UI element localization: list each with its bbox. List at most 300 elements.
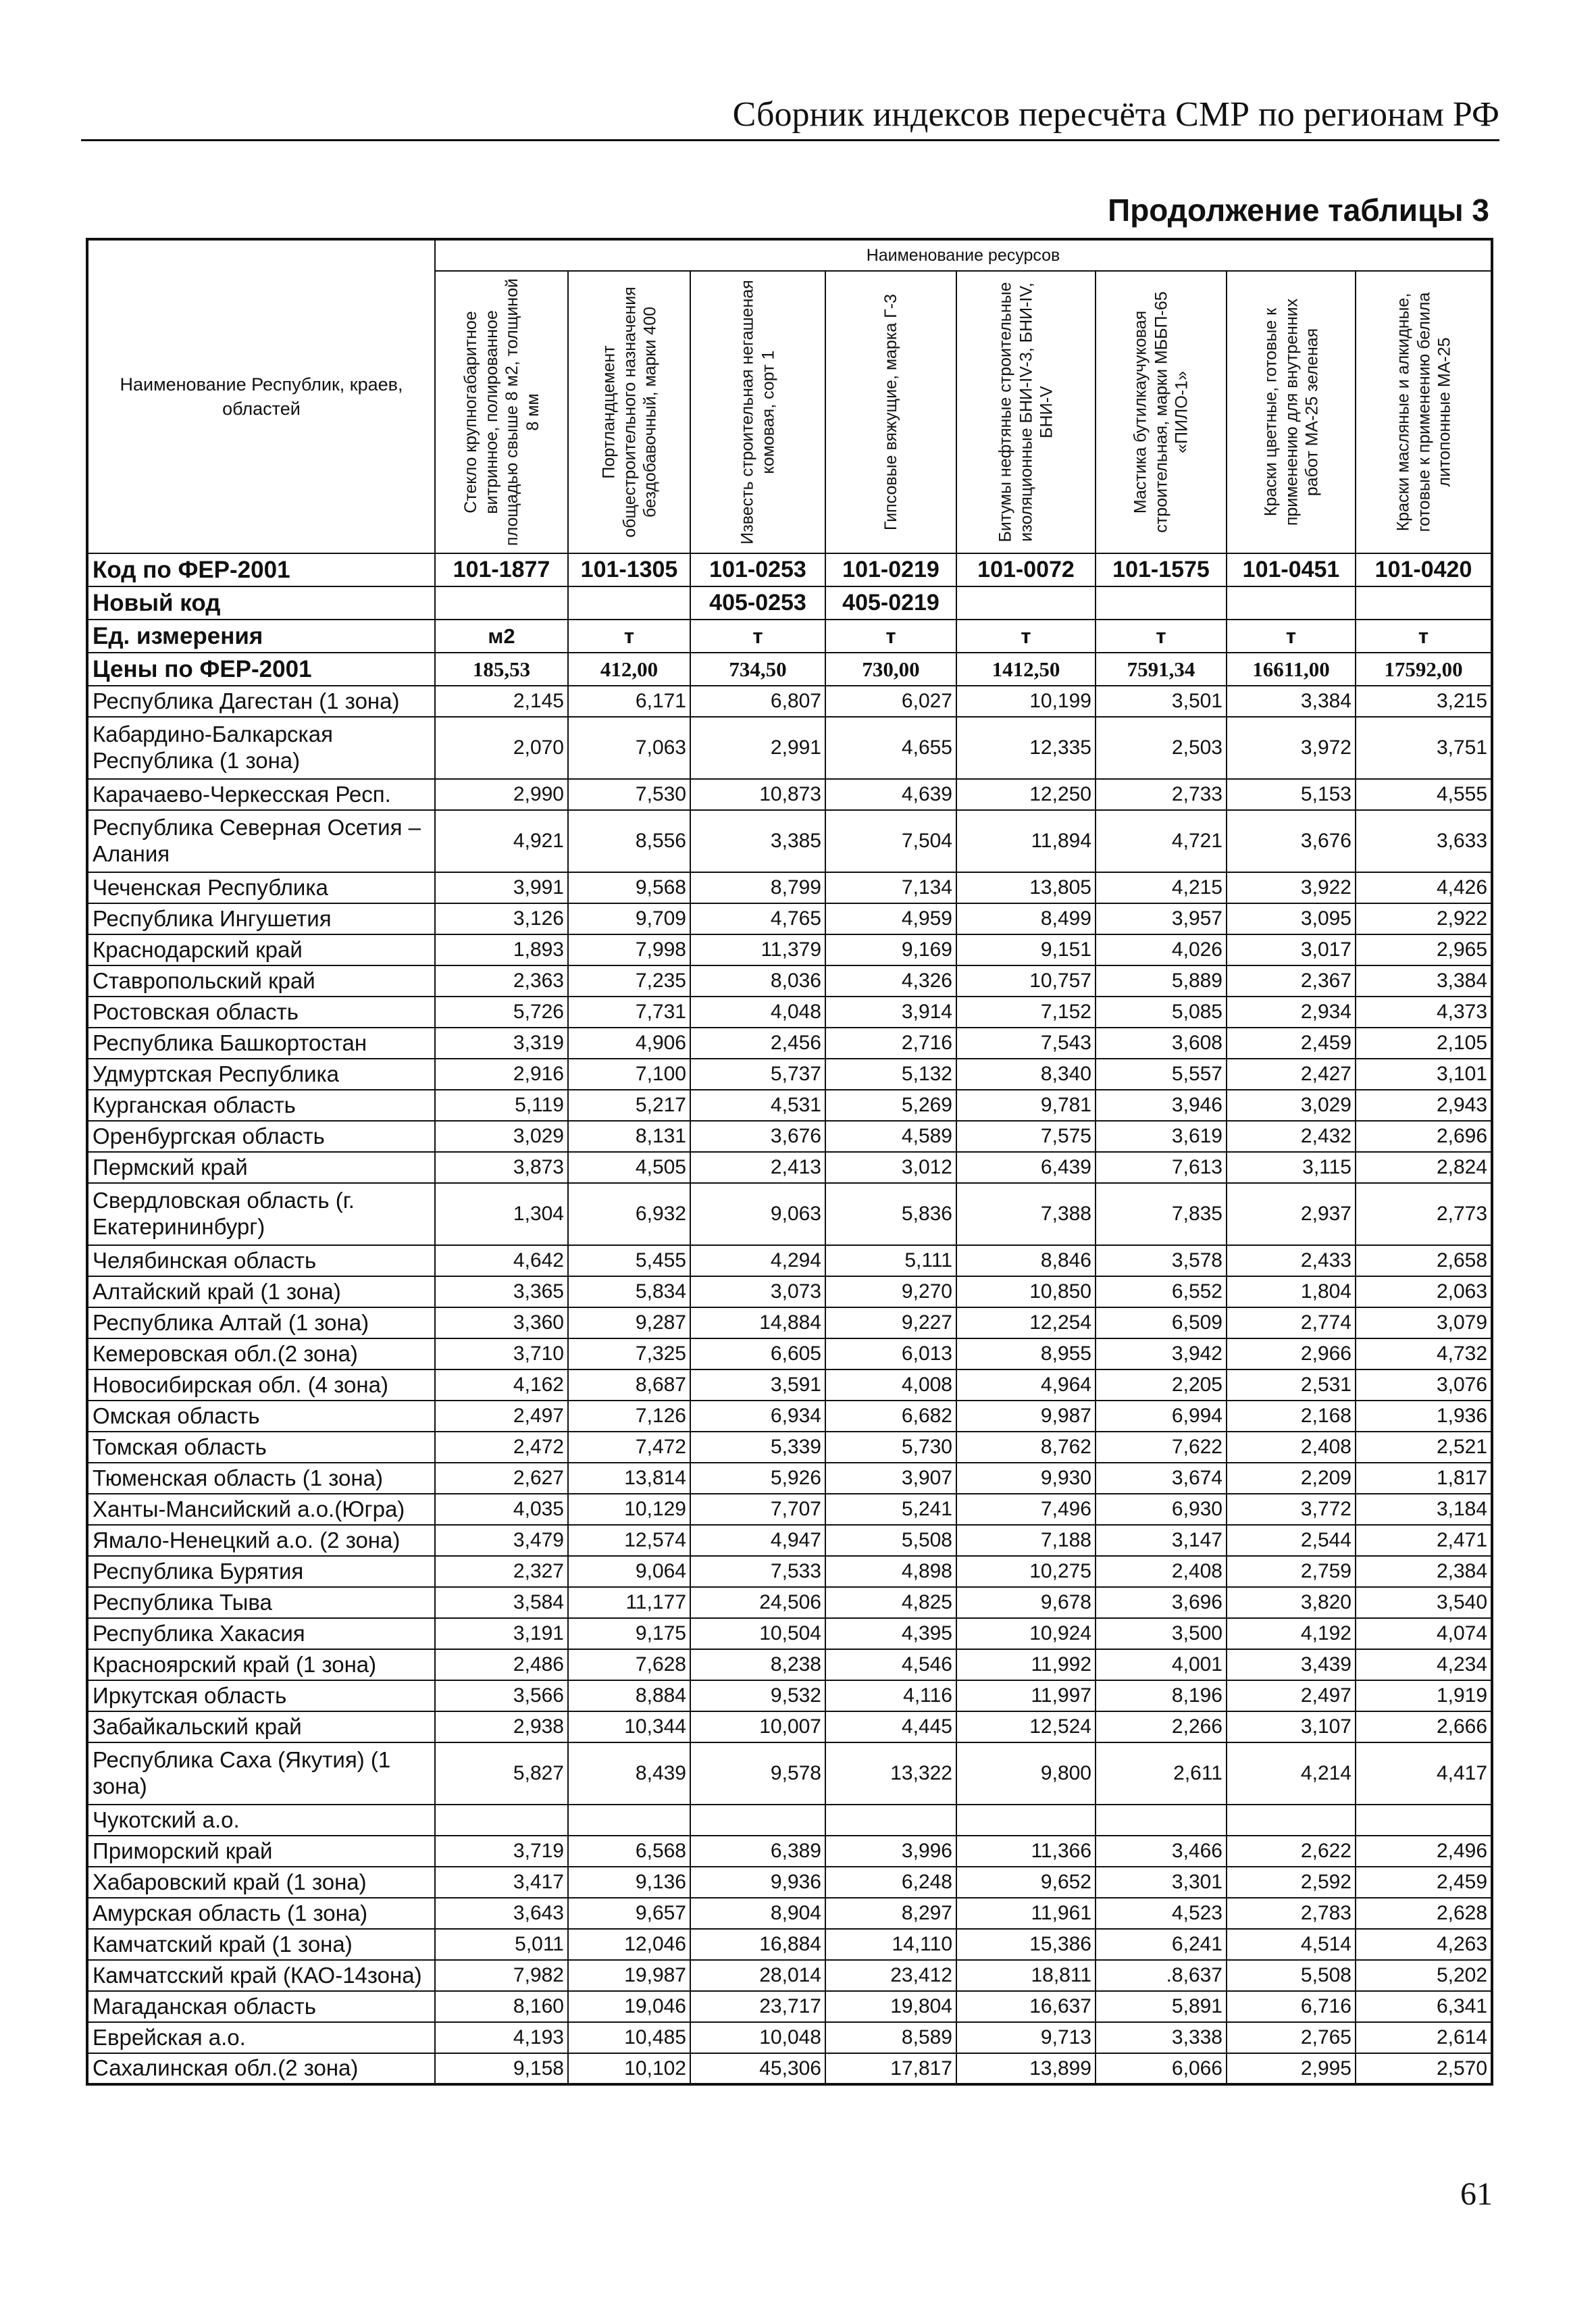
index-value: 6,568: [568, 1836, 690, 1867]
table-row: [87, 1183, 1492, 1245]
index-value: 11,177: [568, 1587, 690, 1618]
index-value: 6,509: [1096, 1307, 1227, 1338]
index-value: 4,294: [690, 1245, 825, 1276]
new-code: [1096, 586, 1227, 620]
index-value: 5,508: [1227, 1960, 1356, 1991]
index-value: 4,008: [825, 1369, 956, 1401]
region-name: Новосибирская обл. (4 зона): [87, 1369, 435, 1401]
index-value: 9,709: [568, 903, 690, 934]
index-value: 9,151: [956, 934, 1096, 965]
index-value: 2,427: [1227, 1059, 1356, 1090]
index-value: 7,388: [956, 1183, 1096, 1245]
index-value: 2,521: [1356, 1432, 1492, 1463]
index-value: 10,485: [568, 2022, 690, 2053]
index-value: 2,105: [1356, 1028, 1492, 1059]
table-row: [87, 1059, 1492, 1090]
region-name: Удмуртская Республика: [87, 1059, 435, 1090]
index-value: 1,804: [1227, 1276, 1356, 1307]
index-value: 6,066: [1096, 2053, 1227, 2084]
index-value: 4,642: [435, 1245, 568, 1276]
resources-group-header: Наименование ресурсов: [435, 239, 1492, 271]
index-value: 9,713: [956, 2022, 1096, 2053]
index-value: 4,906: [568, 1028, 690, 1059]
index-value: 3,073: [690, 1276, 825, 1307]
table-row: [87, 997, 1492, 1028]
unit: т: [956, 620, 1096, 653]
index-value: 13,899: [956, 2053, 1096, 2084]
region-name: Магаданская область: [87, 1991, 435, 2022]
region-name: Республика Башкортостан: [87, 1028, 435, 1059]
index-value: 3,479: [435, 1525, 568, 1556]
resource-header: [1227, 271, 1356, 553]
index-value: 4,555: [1356, 779, 1492, 810]
index-value: 2,433: [1227, 1245, 1356, 1276]
index-value: 9,652: [956, 1867, 1096, 1898]
index-value: 3,946: [1096, 1090, 1227, 1121]
index-value: 2,773: [1356, 1183, 1492, 1245]
index-value: 9,936: [690, 1867, 825, 1898]
index-value: 9,136: [568, 1867, 690, 1898]
index-value: 7,575: [956, 1121, 1096, 1152]
region-name: Кемеровская обл.(2 зона): [87, 1338, 435, 1369]
index-value: 4,514: [1227, 1929, 1356, 1960]
index-value: 3,942: [1096, 1338, 1227, 1369]
table-row: [87, 2053, 1492, 2084]
index-value: 4,426: [1356, 872, 1492, 903]
new-code: [568, 586, 690, 620]
index-value: 3,608: [1096, 1028, 1227, 1059]
index-value: 19,987: [568, 1960, 690, 1991]
index-value: 23,717: [690, 1991, 825, 2022]
index-value: 4,263: [1356, 1929, 1492, 1960]
index-value: 2,266: [1096, 1711, 1227, 1742]
index-value: 2,991: [690, 717, 825, 779]
index-value: 6,439: [956, 1152, 1096, 1183]
index-value: 3,922: [1227, 872, 1356, 903]
index-value: 1,893: [435, 934, 568, 965]
index-value: 10,850: [956, 1276, 1096, 1307]
table-row: [87, 1401, 1492, 1432]
index-value: 4,639: [825, 779, 956, 810]
index-value: 4,947: [690, 1525, 825, 1556]
region-name: Курганская область: [87, 1090, 435, 1121]
index-value: 3,385: [690, 810, 825, 872]
index-value: 7,472: [568, 1432, 690, 1463]
index-value: 4,825: [825, 1587, 956, 1618]
table-row: [87, 1742, 1492, 1805]
index-value: 8,439: [568, 1742, 690, 1805]
index-value: 7,188: [956, 1525, 1096, 1556]
index-value: 10,102: [568, 2053, 690, 2084]
index-value: 4,074: [1356, 1618, 1492, 1649]
index-value: 5,730: [825, 1432, 956, 1463]
table-row: [87, 1836, 1492, 1867]
index-value: 7,982: [435, 1960, 568, 1991]
region-name: Приморский край: [87, 1836, 435, 1867]
fer-price: 412,00: [568, 653, 690, 686]
region-name: Оренбургская область: [87, 1121, 435, 1152]
index-value: 2,966: [1227, 1338, 1356, 1369]
index-value: 16,637: [956, 1991, 1096, 2022]
region-name: Тюменская область (1 зона): [87, 1463, 435, 1494]
index-value: 2,627: [435, 1463, 568, 1494]
index-value: 3,972: [1227, 717, 1356, 779]
index-value: 2,063: [1356, 1276, 1492, 1307]
table-row: [87, 1618, 1492, 1649]
resource-header: [690, 271, 825, 553]
index-value: 12,524: [956, 1711, 1096, 1742]
index-value: 2,471: [1356, 1525, 1492, 1556]
resource-header-text: Краски масляные и алкидные, готовые к применению белила литопонные МА-25: [1393, 292, 1453, 532]
index-value: 8,196: [1096, 1680, 1227, 1711]
table-row: [87, 1152, 1492, 1183]
unit: т: [1096, 620, 1227, 653]
index-value: 1,919: [1356, 1680, 1492, 1711]
index-value: 6,389: [690, 1836, 825, 1867]
index-value: 2,408: [1096, 1556, 1227, 1587]
index-value: 4,655: [825, 717, 956, 779]
index-value: 8,499: [956, 903, 1096, 934]
index-value: 7,622: [1096, 1432, 1227, 1463]
resource-header: [568, 271, 690, 553]
index-value: 9,227: [825, 1307, 956, 1338]
index-value: 4,373: [1356, 997, 1492, 1028]
index-value: 4,721: [1096, 810, 1227, 872]
index-value: 4,546: [825, 1649, 956, 1680]
unit: т: [825, 620, 956, 653]
table-caption: Продолжение таблицы 3: [1108, 193, 1489, 228]
index-value: 4,589: [825, 1121, 956, 1152]
index-value: 4,732: [1356, 1338, 1492, 1369]
index-value: 5,111: [825, 1245, 956, 1276]
index-value: 7,530: [568, 779, 690, 810]
index-value: .8,637: [1096, 1960, 1227, 1991]
index-value: 2,496: [1356, 1836, 1492, 1867]
index-value: 10,757: [956, 965, 1096, 997]
index-value: 9,987: [956, 1401, 1096, 1432]
page-header: Сборник индексов пересчёта СМР по регионам РФ: [732, 95, 1499, 134]
index-value: 3,633: [1356, 810, 1492, 872]
index-value: 3,215: [1356, 686, 1492, 717]
table-row: [87, 1463, 1492, 1494]
index-value: 3,584: [435, 1587, 568, 1618]
region-name: Республика Ингушетия: [87, 903, 435, 934]
index-value: 10,504: [690, 1618, 825, 1649]
index-value: 6,241: [1096, 1929, 1227, 1960]
unit: м2: [435, 620, 568, 653]
region-name: Пермский край: [87, 1152, 435, 1183]
index-value: 4,214: [1227, 1742, 1356, 1805]
index-value: 2,432: [1227, 1121, 1356, 1152]
index-value: 2,544: [1227, 1525, 1356, 1556]
index-value: 11,379: [690, 934, 825, 965]
table-row: [87, 1867, 1492, 1898]
index-value: 6,013: [825, 1338, 956, 1369]
index-value: 2,145: [435, 686, 568, 717]
index-value: 3,591: [690, 1369, 825, 1401]
index-value: 3,751: [1356, 717, 1492, 779]
table-row: [87, 1649, 1492, 1680]
index-value: 3,115: [1227, 1152, 1356, 1183]
new-code: [956, 586, 1096, 620]
index-value: 11,961: [956, 1898, 1096, 1929]
index-value: 2,592: [1227, 1867, 1356, 1898]
resource-header: [1096, 271, 1227, 553]
index-value: 4,215: [1096, 872, 1227, 903]
index-value: 2,622: [1227, 1836, 1356, 1867]
resource-header-text: Битумы нефтяные строительные изоляционные БНИ-IV-3, БНИ-IV, БНИ-V: [996, 282, 1056, 543]
index-value: 6,605: [690, 1338, 825, 1369]
index-value: 2,658: [1356, 1245, 1492, 1276]
index-value: 5,339: [690, 1432, 825, 1463]
index-value: 2,456: [690, 1028, 825, 1059]
resource-header-text: Известь строительная негашеная комовая, сорт 1: [738, 280, 777, 545]
index-value: 8,238: [690, 1649, 825, 1680]
table-row: [87, 1090, 1492, 1121]
index-value: 19,804: [825, 1991, 956, 2022]
region-name: Республика Хакасия: [87, 1618, 435, 1649]
resource-header-text: Стекло крупногабаритное витринное, полированное площадью свыше 8 м2, толщиной 8 мм: [461, 278, 542, 546]
region-name: Омская область: [87, 1401, 435, 1432]
index-value: 3,079: [1356, 1307, 1492, 1338]
index-value: 3,012: [825, 1152, 956, 1183]
index-value: 7,707: [690, 1494, 825, 1525]
index-value: 8,762: [956, 1432, 1096, 1463]
index-value: 8,589: [825, 2022, 956, 2053]
table-row: [87, 1991, 1492, 2022]
resource-index-table: [86, 238, 1493, 2086]
new-code: [435, 586, 568, 620]
fer-price: 185,53: [435, 653, 568, 686]
index-value: 2,459: [1356, 1867, 1492, 1898]
index-value: 2,497: [435, 1401, 568, 1432]
fer-code: 101-0072: [956, 553, 1096, 586]
index-value: 14,110: [825, 1929, 956, 1960]
new-code: [1356, 586, 1492, 620]
index-value: 5,891: [1096, 1991, 1227, 2022]
index-value: 7,152: [956, 997, 1096, 1028]
region-name: Челябинская область: [87, 1245, 435, 1276]
index-value: 6,552: [1096, 1276, 1227, 1307]
index-value: 5,508: [825, 1525, 956, 1556]
index-value: 8,160: [435, 1991, 568, 2022]
index-value: 7,533: [690, 1556, 825, 1587]
index-value: 4,026: [1096, 934, 1227, 965]
table-row: [87, 1587, 1492, 1618]
table-row: [87, 1680, 1492, 1711]
index-value: 4,395: [825, 1618, 956, 1649]
index-value: 3,338: [1096, 2022, 1227, 2053]
table-row: [87, 1121, 1492, 1152]
index-value: 3,029: [1227, 1090, 1356, 1121]
index-value: 3,095: [1227, 903, 1356, 934]
index-value: 3,017: [1227, 934, 1356, 965]
index-value: 5,269: [825, 1090, 956, 1121]
fer-code: 101-0253: [690, 553, 825, 586]
index-value: 6,934: [690, 1401, 825, 1432]
index-value: 1,936: [1356, 1401, 1492, 1432]
index-value: 9,169: [825, 934, 956, 965]
index-value: 2,327: [435, 1556, 568, 1587]
table-row: [87, 1369, 1492, 1401]
index-value: 3,643: [435, 1898, 568, 1929]
index-value: 12,254: [956, 1307, 1096, 1338]
index-value: 2,367: [1227, 965, 1356, 997]
index-value: 6,932: [568, 1183, 690, 1245]
index-value: 24,506: [690, 1587, 825, 1618]
table-row: [87, 1307, 1492, 1338]
index-value: 9,064: [568, 1556, 690, 1587]
fer-code: 101-1575: [1096, 553, 1227, 586]
table-row: [87, 1432, 1492, 1463]
index-value: 7,100: [568, 1059, 690, 1090]
index-value: 7,063: [568, 717, 690, 779]
index-value: 9,175: [568, 1618, 690, 1649]
region-name: Ставропольский край: [87, 965, 435, 997]
table-row: [87, 1028, 1492, 1059]
index-value: 5,455: [568, 1245, 690, 1276]
index-value: 8,556: [568, 810, 690, 872]
index-value: 2,937: [1227, 1183, 1356, 1245]
index-value: 3,384: [1356, 965, 1492, 997]
index-value: 3,076: [1356, 1369, 1492, 1401]
index-value: 11,997: [956, 1680, 1096, 1711]
index-value: 5,202: [1356, 1960, 1492, 1991]
index-value: 6,171: [568, 686, 690, 717]
index-value: 3,365: [435, 1276, 568, 1307]
new-code: 405-0253: [690, 586, 825, 620]
index-value: 28,014: [690, 1960, 825, 1991]
index-value: 3,676: [1227, 810, 1356, 872]
index-value: 12,250: [956, 779, 1096, 810]
table-row: [87, 1929, 1492, 1960]
index-value: 4,001: [1096, 1649, 1227, 1680]
resource-header: [956, 271, 1096, 553]
index-value: 3,126: [435, 903, 568, 934]
index-value: 3,696: [1096, 1587, 1227, 1618]
region-name: Карачаево-Черкесская Респ.: [87, 779, 435, 810]
index-value: 12,335: [956, 717, 1096, 779]
index-value: 5,132: [825, 1059, 956, 1090]
index-value: 5,119: [435, 1090, 568, 1121]
page-number: 61: [1460, 2176, 1493, 2212]
region-column-header: Наименование Республик, краев, областей: [87, 239, 435, 553]
index-value: 2,774: [1227, 1307, 1356, 1338]
fer-price: 1412,50: [956, 653, 1096, 686]
index-value: 7,613: [1096, 1152, 1227, 1183]
index-value: 5,836: [825, 1183, 956, 1245]
index-value: 4,959: [825, 903, 956, 934]
fer-code: 101-0420: [1356, 553, 1492, 586]
region-name: Красноярский край (1 зона): [87, 1649, 435, 1680]
index-value: 7,731: [568, 997, 690, 1028]
index-value: 4,192: [1227, 1618, 1356, 1649]
index-value: 4,193: [435, 2022, 568, 2053]
index-value: 3,719: [435, 1836, 568, 1867]
region-name: Республика Северная Осетия – Алания: [87, 810, 435, 872]
index-value: 2,209: [1227, 1463, 1356, 1494]
index-value: 18,811: [956, 1960, 1096, 1991]
index-value: 2,938: [435, 1711, 568, 1742]
table-row: [87, 1276, 1492, 1307]
index-value: 8,955: [956, 1338, 1096, 1369]
table-row: [87, 1245, 1492, 1276]
index-value: 9,930: [956, 1463, 1096, 1494]
region-name: Хабаровский край (1 зона): [87, 1867, 435, 1898]
table-row: [87, 1960, 1492, 1991]
unit: т: [568, 620, 690, 653]
index-value: 7,504: [825, 810, 956, 872]
index-value: 7,496: [956, 1494, 1096, 1525]
index-value: [956, 1805, 1096, 1836]
index-value: 8,846: [956, 1245, 1096, 1276]
index-value: 2,413: [690, 1152, 825, 1183]
index-value: 9,287: [568, 1307, 690, 1338]
table-row: [87, 1898, 1492, 1929]
table-row: [87, 872, 1492, 903]
index-value: 2,765: [1227, 2022, 1356, 2053]
region-name: Сахалинская обл.(2 зона): [87, 2053, 435, 2084]
fer-code: 101-0451: [1227, 553, 1356, 586]
index-value: 1,817: [1356, 1463, 1492, 1494]
table-row: [87, 1494, 1492, 1525]
index-value: 2,990: [435, 779, 568, 810]
index-value: 3,029: [435, 1121, 568, 1152]
region-name: Томская область: [87, 1432, 435, 1463]
index-value: 9,781: [956, 1090, 1096, 1121]
index-value: 7,628: [568, 1649, 690, 1680]
index-value: 3,540: [1356, 1587, 1492, 1618]
index-value: 11,894: [956, 810, 1096, 872]
resource-header-text: Портландцемент общестроительного назначения бездобавочный, марки 400: [598, 286, 659, 538]
index-value: 2,783: [1227, 1898, 1356, 1929]
index-value: 3,873: [435, 1152, 568, 1183]
index-value: 13,814: [568, 1463, 690, 1494]
index-value: 6,027: [825, 686, 956, 717]
index-value: 4,531: [690, 1090, 825, 1121]
index-value: 3,772: [1227, 1494, 1356, 1525]
index-value: 13,805: [956, 872, 1096, 903]
index-value: 19,046: [568, 1991, 690, 2022]
table-row: [87, 1525, 1492, 1556]
new-code: [1227, 586, 1356, 620]
index-value: 14,884: [690, 1307, 825, 1338]
index-value: 8,884: [568, 1680, 690, 1711]
index-value: 4,116: [825, 1680, 956, 1711]
index-value: [690, 1805, 825, 1836]
region-name: Свердловская область (г. Екатерининбург): [87, 1183, 435, 1245]
resource-header: [1356, 271, 1492, 553]
table-row: [87, 934, 1492, 965]
table-row: [87, 1711, 1492, 1742]
index-value: 3,360: [435, 1307, 568, 1338]
index-value: 3,319: [435, 1028, 568, 1059]
index-value: 2,824: [1356, 1152, 1492, 1183]
index-value: 3,500: [1096, 1618, 1227, 1649]
index-value: 8,904: [690, 1898, 825, 1929]
index-value: 5,889: [1096, 965, 1227, 997]
table-row: [87, 1556, 1492, 1587]
index-value: 5,737: [690, 1059, 825, 1090]
index-value: 8,687: [568, 1369, 690, 1401]
index-value: 5,926: [690, 1463, 825, 1494]
index-value: 9,578: [690, 1742, 825, 1805]
index-value: 2,611: [1096, 1742, 1227, 1805]
fer-code: 101-0219: [825, 553, 956, 586]
index-value: 7,134: [825, 872, 956, 903]
index-value: 4,035: [435, 1494, 568, 1525]
index-value: 3,991: [435, 872, 568, 903]
